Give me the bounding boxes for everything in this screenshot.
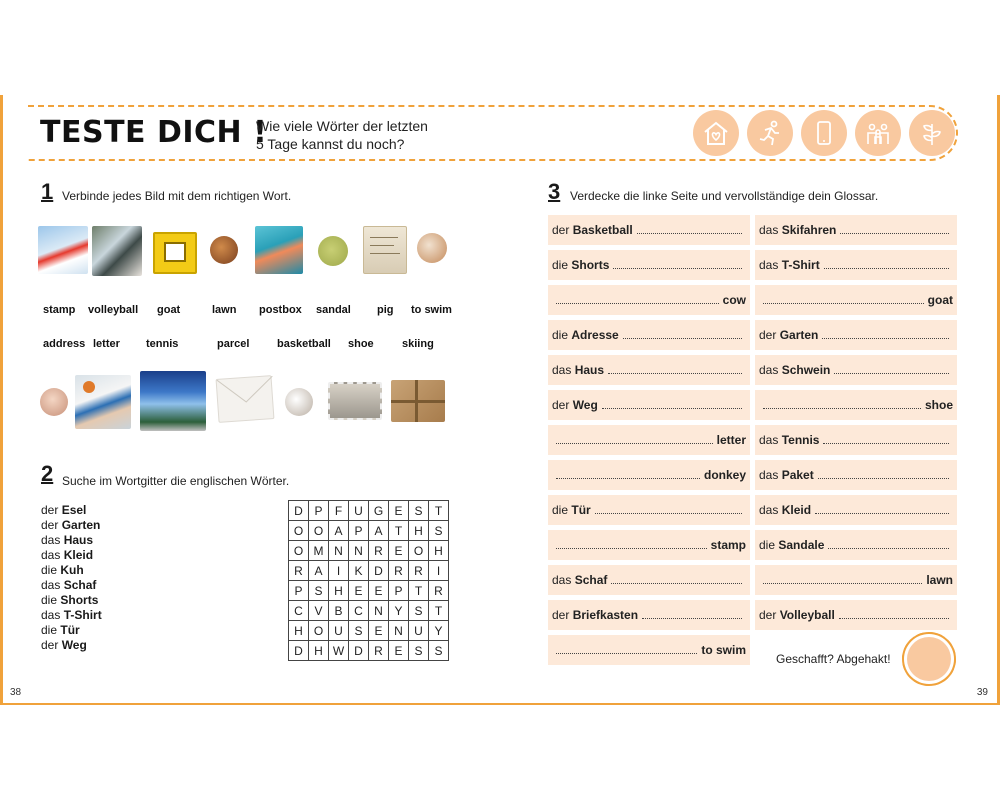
grid-cell[interactable]: U — [409, 621, 429, 641]
glossary-noun: Schaf — [574, 573, 608, 587]
glossary-german — [552, 258, 609, 272]
glossary-article: der — [552, 608, 570, 622]
glossary-english: to swim — [701, 643, 746, 657]
glossary-noun: T-Shirt — [781, 258, 820, 272]
pig-picture — [210, 236, 238, 264]
book-spread — [0, 95, 1000, 705]
grid-cell[interactable]: E — [389, 641, 409, 661]
word-tennis: tennis — [146, 338, 179, 350]
basketball-picture — [75, 375, 131, 429]
glossary-german — [552, 363, 604, 377]
grid-cell[interactable]: W — [329, 641, 349, 661]
letter-picture — [363, 226, 407, 274]
grid-cell[interactable]: P — [309, 501, 329, 521]
grid-cell[interactable]: V — [309, 601, 329, 621]
word-noun: Shorts — [60, 593, 99, 607]
parcel-picture — [391, 380, 445, 422]
word-pig: pig — [377, 304, 394, 316]
glossary-blank-line[interactable] — [840, 233, 949, 234]
glossary-entry[interactable] — [755, 565, 957, 595]
glossary-article: die — [552, 258, 569, 272]
house-heart-icon — [693, 110, 739, 156]
grid-cell[interactable]: Y — [429, 621, 449, 641]
grid-cell[interactable]: H — [409, 521, 429, 541]
glossary-german — [759, 608, 835, 622]
word-list-item — [41, 563, 102, 578]
glossary-noun: Shorts — [571, 258, 610, 272]
theme-icons — [693, 110, 955, 156]
word-noun: Esel — [61, 503, 87, 517]
glossary-entry[interactable] — [548, 565, 750, 595]
glossary-entry[interactable] — [755, 285, 957, 315]
grid-cell[interactable]: N — [369, 601, 389, 621]
glossary-entry[interactable] — [548, 355, 750, 385]
grid-cell[interactable]: P — [389, 581, 409, 601]
glossary-entry[interactable] — [755, 460, 957, 490]
glossary-article: die — [552, 328, 569, 342]
grid-cell[interactable]: N — [389, 621, 409, 641]
word-article: das — [41, 608, 61, 622]
lawn-picture — [318, 236, 348, 266]
word-address: address — [43, 338, 86, 350]
glossary-article: das — [759, 503, 779, 517]
glossary-blank-line[interactable] — [642, 618, 742, 619]
page-subtitle — [256, 117, 476, 153]
done-label: Geschafft? Abgehakt! — [776, 652, 891, 666]
glossary-noun: Schwein — [781, 363, 831, 377]
grid-cell[interactable]: N — [329, 541, 349, 561]
grid-cell[interactable]: R — [389, 561, 409, 581]
glossary-entry[interactable] — [548, 530, 750, 560]
grid-cell[interactable]: P — [349, 521, 369, 541]
word-to-swim: to swim — [411, 304, 452, 316]
page-number-left: 38 — [10, 687, 22, 698]
glossary-article: der — [759, 328, 777, 342]
glossary-entry[interactable] — [548, 285, 750, 315]
grid-cell[interactable]: C — [349, 601, 369, 621]
glossary-entry[interactable] — [755, 495, 957, 525]
leaf-icon — [909, 110, 955, 156]
grid-cell[interactable]: R — [409, 561, 429, 581]
grid-cell[interactable]: E — [389, 541, 409, 561]
word-list-item — [41, 608, 102, 623]
bottom-page-edge — [0, 703, 1000, 705]
glossary-entry[interactable] — [755, 425, 957, 455]
glossary-blank-line[interactable] — [839, 618, 949, 619]
glossary-left-column — [548, 215, 750, 670]
left-page-edge — [0, 95, 3, 705]
done-checkbox[interactable] — [907, 637, 951, 681]
glossary-article: die — [759, 538, 776, 552]
glossary-noun: Briefkasten — [572, 608, 639, 622]
word-article: der — [41, 503, 59, 517]
grid-cell[interactable]: Y — [389, 601, 409, 621]
stamp-picture — [328, 382, 382, 420]
glossary-article: das — [759, 433, 779, 447]
word-noun: Haus — [63, 533, 94, 547]
grid-cell[interactable]: H — [309, 641, 329, 661]
glossary-article: das — [759, 468, 779, 482]
word-article: das — [41, 548, 61, 562]
grid-cell[interactable]: A — [309, 561, 329, 581]
word-article: der — [41, 518, 59, 532]
glossary-blank-line[interactable] — [818, 478, 949, 479]
grid-cell[interactable]: D — [349, 641, 369, 661]
glossary-english: goat — [927, 293, 953, 307]
grid-cell[interactable]: S — [409, 501, 429, 521]
word-parcel: parcel — [217, 338, 250, 350]
word-postbox: postbox — [259, 304, 302, 316]
section-3-instruction: Verdecke die linke Seite und vervollständige dein Glossar. — [570, 189, 879, 203]
grid-cell[interactable]: S — [409, 601, 429, 621]
word-list-item — [41, 623, 102, 638]
grid-cell[interactable]: O — [309, 521, 329, 541]
glossary-blank-line[interactable] — [556, 653, 697, 654]
glossary-blank-line[interactable] — [556, 548, 707, 549]
glossary-entry[interactable] — [755, 530, 957, 560]
grid-cell[interactable]: K — [349, 561, 369, 581]
glossary-noun: Adresse — [571, 328, 619, 342]
word-noun: Tür — [60, 623, 80, 637]
section-1-number: 1 — [41, 179, 54, 204]
tennis-picture — [92, 226, 142, 276]
grid-cell[interactable]: S — [409, 641, 429, 661]
glossary-right-column — [755, 215, 957, 635]
grid-row — [289, 601, 449, 621]
word-list-item — [41, 518, 102, 533]
glossary-noun: Skifahren — [781, 223, 837, 237]
word-list-item — [41, 638, 102, 653]
glossary-blank-line[interactable] — [763, 303, 924, 304]
glossary-entry[interactable] — [548, 600, 750, 630]
grid-row — [289, 521, 449, 541]
glossary-article: das — [759, 258, 779, 272]
section-2-instruction: Suche im Wortgitter die englischen Wörter. — [62, 474, 290, 488]
glossary-article: der — [552, 398, 570, 412]
glossary-noun: Paket — [781, 468, 814, 482]
grid-cell[interactable]: U — [349, 501, 369, 521]
glossary-entry[interactable] — [755, 390, 957, 420]
glossary-german — [552, 573, 607, 587]
word-list-item — [41, 548, 102, 563]
grid-cell[interactable]: R — [369, 541, 389, 561]
glossary-german — [759, 468, 814, 482]
word-skiing: skiing — [402, 338, 434, 350]
glossary-noun: Kleid — [781, 503, 812, 517]
grid-cell[interactable]: T — [429, 601, 449, 621]
volleyball-picture — [140, 371, 206, 431]
postbox-picture — [153, 232, 197, 274]
glossary-article: die — [552, 503, 569, 517]
word-noun: Kleid — [63, 548, 94, 562]
word-basketball: basketball — [277, 338, 331, 350]
glossary-german — [759, 363, 830, 377]
word-list-item — [41, 533, 102, 548]
word-noun: Weg — [61, 638, 87, 652]
swimming-picture — [255, 226, 303, 274]
grid-cell[interactable]: R — [369, 641, 389, 661]
word-article: das — [41, 578, 61, 592]
section-1-instruction: Verbinde jedes Bild mit dem richtigen Wort. — [62, 189, 292, 203]
word-article: die — [41, 563, 58, 577]
word-list-item — [41, 503, 102, 518]
grid-cell[interactable]: H — [329, 581, 349, 601]
word-article: die — [41, 593, 58, 607]
glossary-blank-line[interactable] — [763, 408, 921, 409]
glossary-noun: Tennis — [781, 433, 820, 447]
grid-row — [289, 621, 449, 641]
word-noun: Garten — [61, 518, 101, 532]
word-goat: goat — [157, 304, 181, 316]
grid-cell[interactable]: H — [289, 621, 309, 641]
grid-cell[interactable]: M — [309, 541, 329, 561]
grid-row — [289, 561, 449, 581]
grid-cell[interactable]: E — [389, 501, 409, 521]
glossary-entry[interactable] — [548, 390, 750, 420]
glossary-article: der — [552, 223, 570, 237]
glossary-blank-line[interactable] — [608, 373, 742, 374]
word-search-grid — [288, 500, 449, 661]
glossary-english: stamp — [710, 538, 746, 552]
grid-cell[interactable]: B — [329, 601, 349, 621]
glossary-entry[interactable] — [755, 215, 957, 245]
glossary-english: shoe — [924, 398, 953, 412]
sandal-picture — [417, 233, 447, 263]
word-article: der — [41, 638, 59, 652]
cow-picture — [40, 388, 68, 416]
word-noun: Schaf — [63, 578, 97, 592]
glossary-blank-line[interactable] — [611, 583, 742, 584]
glossary-blank-line[interactable] — [556, 443, 713, 444]
grid-cell[interactable]: O — [409, 541, 429, 561]
glossary-german — [759, 433, 819, 447]
glossary-blank-line[interactable] — [602, 408, 742, 409]
subtitle-line-1: Wie viele Wörter der letzten — [256, 118, 428, 134]
word-volleyball: volleyball — [88, 304, 139, 316]
grid-cell[interactable]: I — [329, 561, 349, 581]
glossary-german — [759, 258, 820, 272]
glossary-german — [552, 398, 598, 412]
word-list-item — [41, 593, 102, 608]
grid-cell[interactable]: D — [289, 501, 309, 521]
grid-cell[interactable]: I — [429, 561, 449, 581]
glossary-entry[interactable] — [548, 460, 750, 490]
grid-cell[interactable]: S — [309, 581, 329, 601]
glossary-blank-line[interactable] — [556, 478, 700, 479]
grid-cell[interactable]: H — [429, 541, 449, 561]
glossary-english: lawn — [926, 573, 953, 587]
glossary-entry[interactable] — [548, 250, 750, 280]
glossary-german — [552, 223, 633, 237]
goat-picture — [285, 388, 313, 416]
glossary-blank-line[interactable] — [623, 338, 742, 339]
page-number-right: 39 — [976, 687, 988, 698]
glossary-german — [759, 223, 836, 237]
glossary-article: das — [552, 573, 572, 587]
glossary-blank-line[interactable] — [763, 583, 922, 584]
grid-cell[interactable]: D — [289, 641, 309, 661]
glossary-entry[interactable] — [548, 215, 750, 245]
glossary-noun: Weg — [572, 398, 598, 412]
word-sandal: sandal — [316, 304, 351, 316]
glossary-noun: Garten — [779, 328, 819, 342]
grid-cell[interactable]: U — [329, 621, 349, 641]
runner-icon — [747, 110, 793, 156]
grid-cell[interactable]: A — [329, 521, 349, 541]
word-article: das — [41, 533, 61, 547]
glossary-blank-line[interactable] — [556, 303, 719, 304]
glossary-blank-line[interactable] — [824, 268, 949, 269]
word-stamp: stamp — [43, 304, 76, 316]
grid-cell[interactable]: S — [349, 621, 369, 641]
glossary-article: das — [552, 363, 572, 377]
grid-cell[interactable]: F — [329, 501, 349, 521]
grid-row — [289, 581, 449, 601]
glossary-blank-line[interactable] — [823, 443, 949, 444]
glossary-entry[interactable] — [755, 250, 957, 280]
page-title: TESTE DICH ! — [40, 115, 268, 150]
smartphone-icon — [801, 110, 847, 156]
glossary-entry[interactable] — [548, 425, 750, 455]
grid-cell[interactable]: D — [369, 561, 389, 581]
glossary-blank-line[interactable] — [822, 338, 949, 339]
grid-cell[interactable]: A — [369, 521, 389, 541]
grid-cell[interactable]: E — [349, 581, 369, 601]
glossary-noun: Tür — [571, 503, 591, 517]
section-2-number: 2 — [41, 461, 54, 486]
glossary-entry[interactable] — [548, 495, 750, 525]
grid-cell[interactable]: O — [289, 541, 309, 561]
glossary-blank-line[interactable] — [637, 233, 742, 234]
grid-cell[interactable]: T — [409, 581, 429, 601]
family-icon — [855, 110, 901, 156]
skiing-picture — [38, 226, 88, 274]
glossary-english: cow — [722, 293, 746, 307]
glossary-german — [759, 538, 824, 552]
grid-cell[interactable]: R — [289, 561, 309, 581]
glossary-blank-line[interactable] — [815, 513, 949, 514]
glossary-entry[interactable] — [548, 635, 750, 665]
glossary-noun: Haus — [574, 363, 605, 377]
grid-cell[interactable]: S — [429, 521, 449, 541]
grid-row — [289, 641, 449, 661]
glossary-article: der — [759, 608, 777, 622]
glossary-german — [552, 503, 591, 517]
glossary-blank-line[interactable] — [834, 373, 949, 374]
grid-cell[interactable]: P — [289, 581, 309, 601]
section-3-number: 3 — [548, 179, 561, 204]
grid-cell[interactable]: T — [389, 521, 409, 541]
grid-cell[interactable]: E — [369, 621, 389, 641]
word-lawn: lawn — [212, 304, 237, 316]
grid-cell[interactable]: G — [369, 501, 389, 521]
glossary-german — [552, 608, 638, 622]
word-shoe: shoe — [348, 338, 374, 350]
grid-cell[interactable]: C — [289, 601, 309, 621]
grid-cell[interactable]: T — [429, 501, 449, 521]
glossary-blank-line[interactable] — [595, 513, 742, 514]
word-letter: letter — [93, 338, 120, 350]
glossary-blank-line[interactable] — [613, 268, 742, 269]
glossary-english: letter — [716, 433, 746, 447]
glossary-entry[interactable] — [548, 320, 750, 350]
word-noun: Kuh — [60, 563, 84, 577]
glossary-article: das — [759, 223, 779, 237]
glossary-entry[interactable] — [755, 320, 957, 350]
grid-row — [289, 501, 449, 521]
glossary-noun: Basketball — [572, 223, 633, 237]
grid-cell[interactable]: R — [429, 581, 449, 601]
grid-cell[interactable]: E — [369, 581, 389, 601]
grid-row — [289, 541, 449, 561]
envelope-picture — [216, 375, 275, 423]
word-noun: T-Shirt — [63, 608, 102, 622]
grid-cell[interactable]: S — [429, 641, 449, 661]
glossary-blank-line[interactable] — [828, 548, 949, 549]
glossary-noun: Volleyball — [779, 608, 835, 622]
grid-cell[interactable]: N — [349, 541, 369, 561]
grid-cell[interactable]: O — [309, 621, 329, 641]
subtitle-line-2: 5 Tage kannst du noch? — [256, 136, 405, 152]
word-list-item — [41, 578, 102, 593]
glossary-german — [759, 328, 818, 342]
glossary-german — [552, 328, 619, 342]
glossary-entry[interactable] — [755, 600, 957, 630]
word-list — [41, 503, 102, 653]
grid-cell[interactable]: O — [289, 521, 309, 541]
glossary-noun: Sandale — [778, 538, 825, 552]
glossary-german — [759, 503, 811, 517]
word-article: die — [41, 623, 58, 637]
glossary-english: donkey — [703, 468, 746, 482]
glossary-entry[interactable] — [755, 355, 957, 385]
glossary-article: das — [759, 363, 779, 377]
